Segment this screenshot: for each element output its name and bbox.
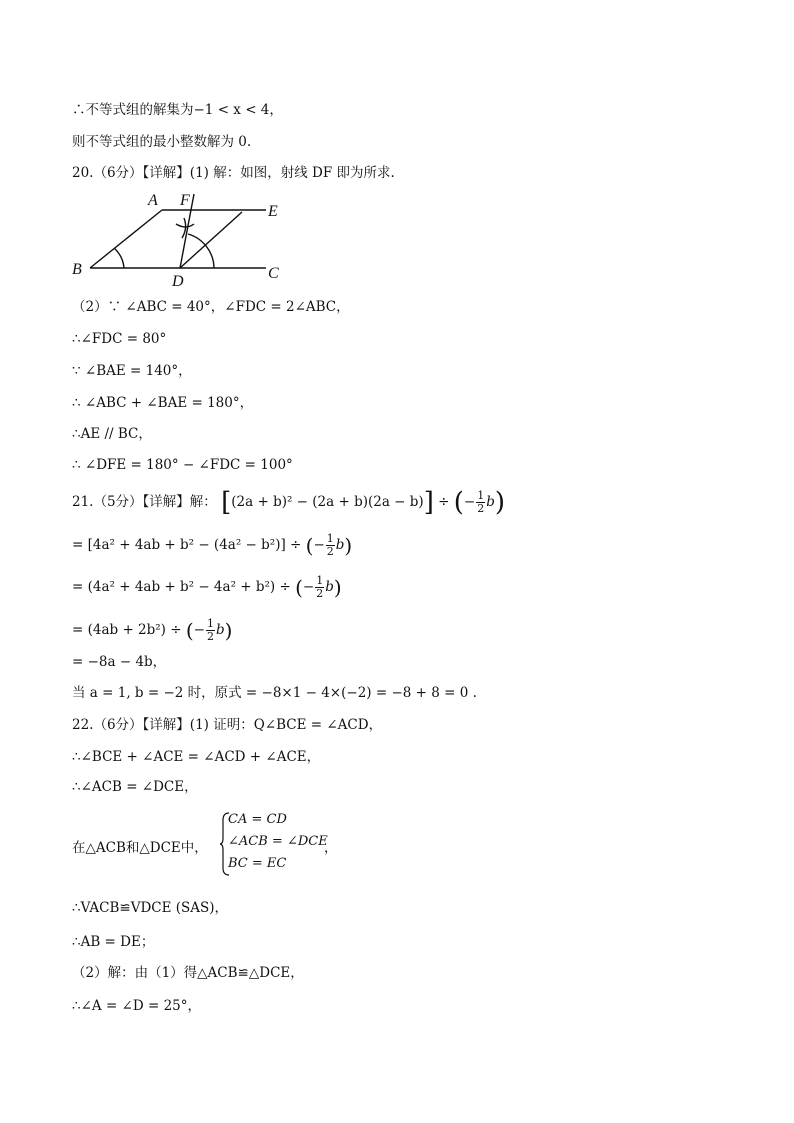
line-ba — [90, 210, 162, 268]
label-a: A — [148, 192, 158, 209]
line-dfe: ∴ ∠DFE = 180° − ∠FDC = 100° — [72, 457, 293, 473]
line-q21-substitute: 当 a = 1, b = −2 时，原式 = −8×1 − 4×(−2) = −8 + 8 = 0 . — [72, 685, 477, 701]
line-q22-angles: ∴∠A = ∠D = 25°， — [72, 998, 202, 1014]
q21-prefix: 21.（5分）【详解】解： — [72, 494, 217, 510]
line-solution-set: ∴不等式组的解集为−1 < x < 4， — [72, 102, 283, 118]
label-c: C — [268, 265, 279, 282]
label-d: D — [172, 273, 184, 290]
line-q22-part2: （2）解：由（1）得△ACB≌△DCE， — [72, 965, 304, 981]
q21-expr: (2a + b)² − (2a + b)(2a − b) — [231, 494, 424, 510]
line-q22-ab-de: ∴AB = DE； — [72, 934, 155, 950]
arc-b — [114, 248, 124, 268]
arc-cross-2 — [182, 218, 186, 238]
line-fdc: ∴∠FDC = 80° — [72, 331, 167, 347]
line-q21-step1: = [4a² + 4ab + b² − (4a² − b²)] ÷ (− $\frac{1}{2}$ b) — [72, 532, 353, 558]
line-q21-step2: = (4a² + 4ab + b² − 4a² + b²) ÷ (− $\frac{1}{2}$ b) — [72, 574, 342, 600]
line-q22-header: 22.（6分）【详解】(1) 证明：Q∠BCE = ∠ACD， — [72, 717, 383, 733]
arc-d — [188, 234, 214, 268]
geometry-figure — [70, 190, 300, 290]
line-q21-header: 21.（5分）【详解】解： [(2a + b)² − (2a + b)(2a − b)] ÷ (− $\frac{1}{2}$ b) — [72, 487, 506, 518]
fraction-half: $\frac{1}{2}$ — [477, 489, 485, 515]
line-q22-congruent: ∴VACB≌VDCE (SAS)， — [72, 900, 229, 916]
line-q22-acb: ∴∠ACB = ∠DCE， — [72, 779, 198, 795]
line-q20-header: 20.（6分）【详解】(1) 解：如图，射线 DF 即为所求. — [72, 165, 395, 181]
line-q20-part2: （2）∵ ∠ABC = 40°，∠FDC = 2∠ABC， — [72, 299, 350, 315]
label-b: B — [72, 261, 82, 278]
line-min-integer: 则不等式组的最小整数解为 0. — [72, 134, 252, 150]
label-e: E — [268, 203, 278, 220]
line-q21-result: = −8a − 4b， — [72, 654, 167, 670]
line-angle-sum: ∴ ∠ABC + ∠BAE = 180°， — [72, 395, 254, 411]
line-parallel: ∴AE // BC， — [72, 426, 152, 442]
q21-div: ÷ — [438, 494, 450, 510]
line-bae: ∵ ∠BAE = 140°， — [72, 363, 192, 379]
line-q22-sum: ∴∠BCE + ∠ACE = ∠ACD + ∠ACE， — [72, 749, 321, 765]
line-q21-step3: = (4ab + 2b²) ÷ (− $\frac{1}{2}$ b) — [72, 617, 233, 643]
label-f: F — [180, 192, 190, 209]
